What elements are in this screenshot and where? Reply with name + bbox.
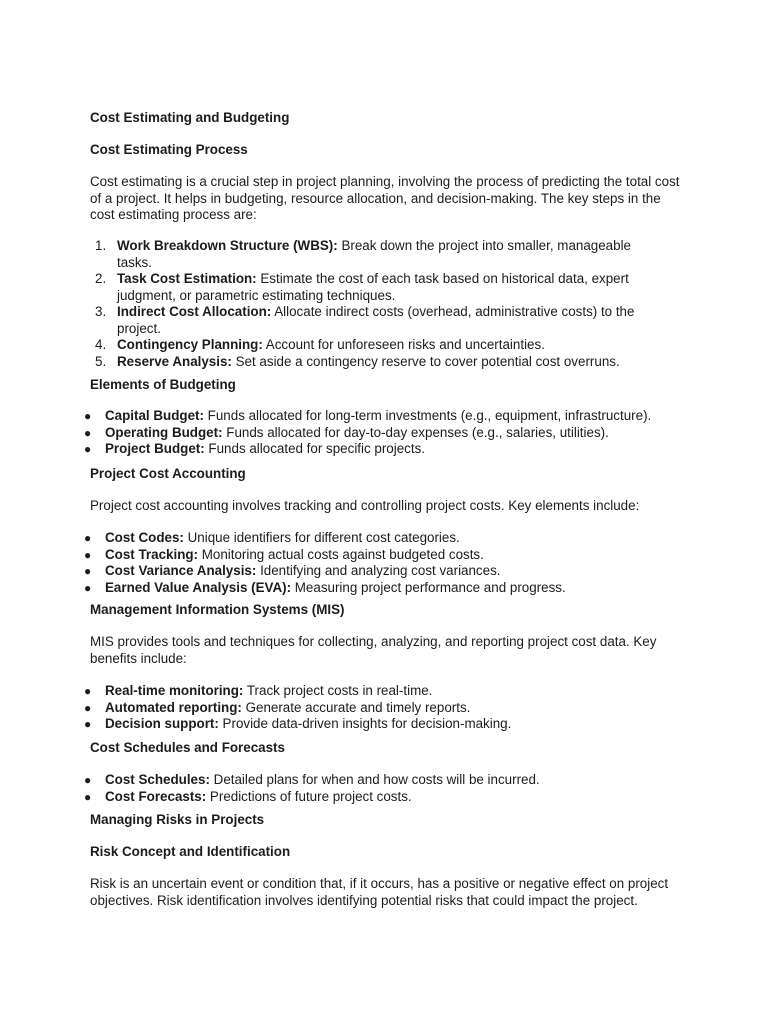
- item-text: Identifying and analyzing cost variances.: [256, 563, 501, 578]
- step-text: Estimate the cost of each task based on historical data, expert judgment, or parametric estimating techniques.: [117, 271, 629, 303]
- item-term: Cost Forecasts:: [105, 788, 207, 804]
- list-item: [90, 271, 650, 304]
- list-item: [90, 354, 650, 371]
- list-item: [80, 425, 680, 442]
- item-term: Cost Codes:: [105, 530, 184, 545]
- item-term: Cost Variance Analysis:: [105, 563, 257, 578]
- cost-accounting-list: [80, 530, 680, 596]
- item-term: Earned Value Analysis (EVA):: [105, 579, 292, 595]
- step-term: Task Cost Estimation:: [117, 271, 257, 286]
- step-number: 4.: [95, 337, 107, 352]
- cost-accounting-intro: Project cost accounting involves tracking and controlling project costs. Key elements include:: [90, 498, 640, 513]
- item-term: Automated reporting:: [105, 699, 242, 715]
- item-text: Funds allocated for specific projects.: [204, 441, 426, 456]
- section-heading-cost-estimating: Cost Estimating Process: [90, 142, 248, 157]
- bullet-icon: ●: [84, 700, 92, 715]
- item-text: Unique identifiers for different cost categories.: [183, 530, 460, 545]
- step-number: 2.: [95, 271, 107, 286]
- cost-estimating-steps: [90, 238, 650, 370]
- mis-intro: MIS provides tools and techniques for collecting, analyzing, and reporting project cost data. Key benefits include:: [90, 634, 657, 666]
- step-term: Reserve Analysis:: [117, 353, 232, 369]
- bullet-icon: ●: [84, 717, 92, 731]
- item-term: Cost Tracking:: [105, 546, 199, 562]
- bullet-icon: ●: [84, 547, 92, 562]
- list-item: [80, 683, 680, 700]
- list-item: [80, 700, 680, 717]
- item-text: Predictions of future project costs.: [206, 788, 412, 804]
- item-term: Cost Schedules:: [105, 772, 210, 787]
- item-term: Decision support:: [105, 716, 219, 731]
- bullet-icon: ●: [84, 773, 92, 787]
- item-text: Generate accurate and timely reports.: [241, 699, 471, 715]
- budgeting-list: [80, 408, 680, 458]
- section-heading-mis: Management Information Systems (MIS): [90, 602, 345, 617]
- step-term: Indirect Cost Allocation:: [117, 304, 272, 319]
- section-heading-cost-schedules: Cost Schedules and Forecasts: [90, 740, 285, 755]
- step-term: Contingency Planning:: [117, 337, 263, 352]
- step-number: 5.: [95, 353, 107, 369]
- list-item: [80, 580, 680, 597]
- bullet-icon: ●: [84, 564, 92, 578]
- list-item: [80, 563, 680, 580]
- list-item: [80, 772, 680, 789]
- list-item: [90, 304, 650, 337]
- item-term: Real-time monitoring:: [105, 683, 244, 698]
- bullet-icon: ●: [84, 531, 92, 545]
- list-item: [80, 441, 680, 458]
- section-heading-budgeting: Elements of Budgeting: [90, 377, 236, 392]
- cost-schedules-list: [80, 772, 680, 805]
- step-number: 1.: [95, 238, 107, 253]
- item-text: Measuring project performance and progress.: [291, 579, 566, 595]
- cost-estimating-intro: Cost estimating is a crucial step in project planning, involving the process of predicting the total cost of a project. It helps in budgeting, resource allocation, and decision-making. The key steps in the cost estimating process are:: [90, 174, 680, 222]
- item-text: Detailed plans for when and how costs will be incurred.: [209, 772, 540, 787]
- list-item: [80, 530, 680, 547]
- list-item: [80, 408, 680, 425]
- document-title: Cost Estimating and Budgeting: [90, 110, 290, 125]
- section-heading-cost-accounting: Project Cost Accounting: [90, 466, 246, 481]
- list-item: [90, 337, 650, 354]
- bullet-icon: ●: [84, 442, 92, 456]
- mis-list: [80, 683, 680, 733]
- item-text: Funds allocated for long-term investments (e.g., equipment, infrastructure).: [203, 408, 652, 423]
- item-term: Operating Budget:: [105, 424, 223, 440]
- item-term: Capital Budget:: [105, 408, 204, 423]
- bullet-icon: ●: [84, 789, 92, 804]
- risk-concept-intro: Risk is an uncertain event or condition that, if it occurs, has a positive or negative effect on project objectives. Risk identification involves identifying potential risks that could impact the project.: [90, 876, 669, 908]
- list-item: [90, 238, 650, 271]
- step-text: Allocate indirect costs (overhead, administrative costs) to the project.: [117, 304, 635, 336]
- section-heading-managing-risks: Managing Risks in Projects: [90, 812, 265, 827]
- step-text: Break down the project into smaller, manageable tasks.: [117, 238, 631, 270]
- bullet-icon: ●: [84, 580, 92, 595]
- list-item: [80, 789, 680, 806]
- item-text: Funds allocated for day-to-day expenses (e.g., salaries, utilities).: [222, 424, 609, 440]
- section-heading-risk-concept: Risk Concept and Identification: [90, 844, 291, 859]
- step-text: Account for unforeseen risks and uncertainties.: [262, 337, 545, 352]
- step-text: Set aside a contingency reserve to cover potential cost overruns.: [231, 353, 620, 369]
- item-text: Monitoring actual costs against budgeted costs.: [198, 546, 484, 562]
- item-text: Track project costs in real-time.: [243, 683, 433, 698]
- list-item: [80, 716, 680, 733]
- bullet-icon: ●: [84, 684, 92, 698]
- step-term: Work Breakdown Structure (WBS):: [117, 238, 338, 253]
- bullet-icon: ●: [84, 425, 92, 440]
- item-text: Provide data-driven insights for decision-making.: [218, 716, 512, 731]
- bullet-icon: ●: [84, 409, 92, 423]
- step-number: 3.: [95, 304, 107, 319]
- list-item: [80, 547, 680, 564]
- item-term: Project Budget:: [105, 441, 205, 456]
